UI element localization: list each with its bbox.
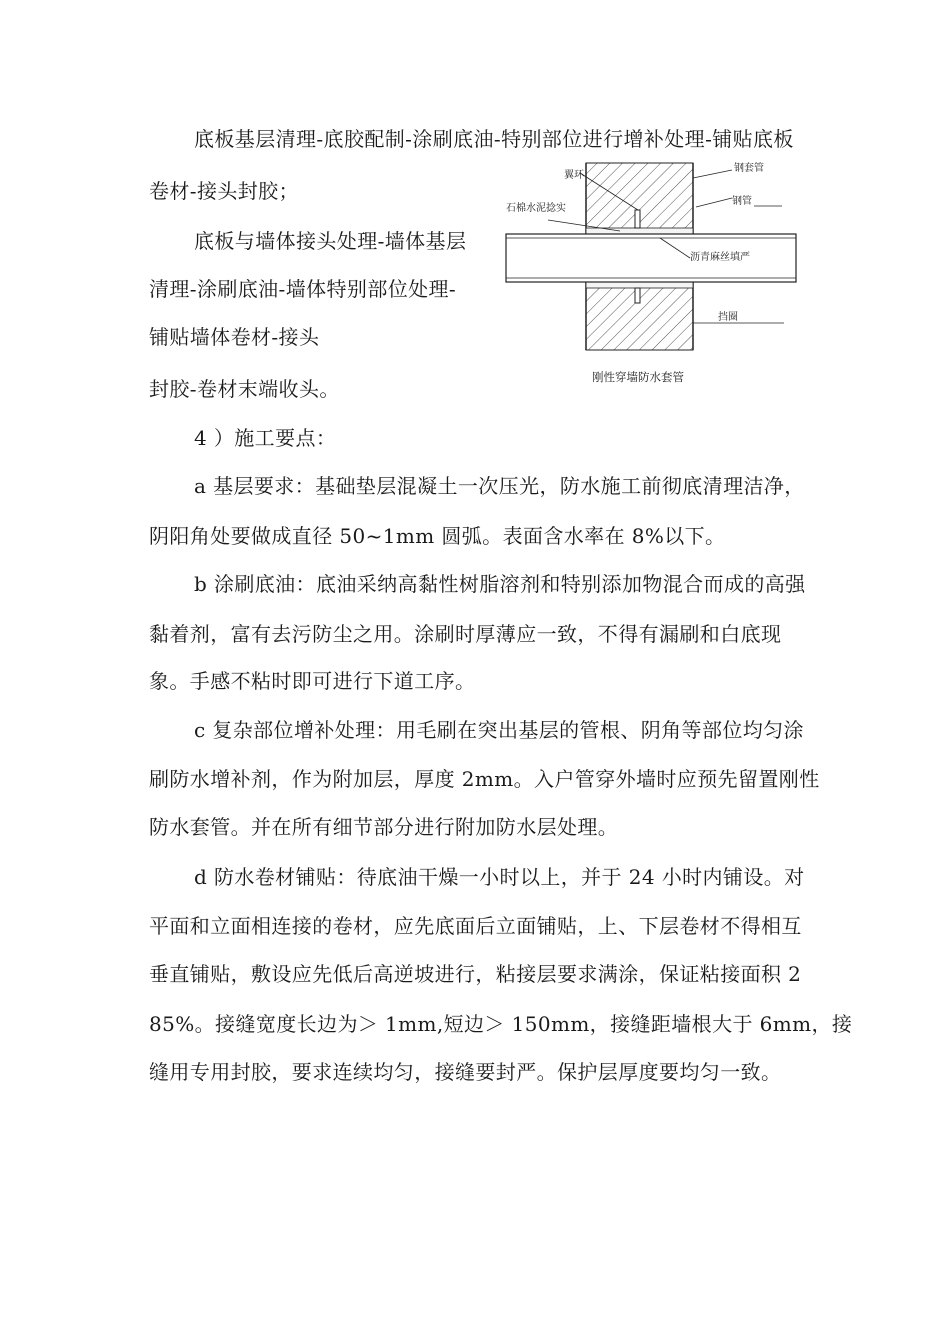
- item-b-line-3: 象。手感不粘时即可进行下道工序。: [149, 669, 476, 693]
- label-steel-sleeve: 钢套管: [734, 163, 764, 174]
- wing-ring-top: [635, 210, 640, 228]
- label-asbestos-cement: 石棉水泥捻实: [506, 203, 566, 214]
- item-a-line-1: a 基层要求：基础垫层混凝土一次压光，防水施工前彻底清理洁净，: [194, 474, 805, 498]
- item-c-line-1: c 复杂部位增补处理：用毛刷在突出基层的管根、阴角等部位均匀涂: [194, 718, 804, 742]
- paragraph-2-line-2: 清理-涂刷底油-墙体特别部位处理-: [149, 277, 457, 301]
- label-asphalt-hemp: 沥青麻丝填严: [690, 252, 750, 263]
- figure-caption: 刚性穿墙防水套管: [592, 370, 684, 384]
- paragraph-2-line-4: 封胶-卷材末端收头。: [149, 377, 340, 401]
- item-b-line-1: b 涂刷底油：底油采纳高黏性树脂溶剂和特别添加物混合而成的高强: [194, 572, 806, 596]
- label-wing-ring: 翼环: [564, 170, 584, 181]
- item-d-line-4: 85%。接缝宽度长边为＞ 1mm,短边＞ 150mm，接缝距墙根大于 6mm，接: [149, 1012, 853, 1036]
- item-d-line-5: 缝用专用封胶，要求连续均匀，接缝要封严。保护层厚度要均匀一致。: [149, 1060, 782, 1084]
- sleeve-diagram-drawing: [500, 158, 800, 398]
- paragraph-1-line-2: 卷材-接头封胶；: [149, 179, 299, 203]
- section-4-heading: 4 ）施工要点：: [194, 426, 337, 450]
- item-d-line-2: 平面和立面相连接的卷材，应先底面后立面铺贴，上、下层卷材不得相互: [149, 914, 802, 938]
- label-steel-pipe: 钢管: [732, 196, 752, 207]
- sleeve-diagram: [500, 158, 800, 398]
- leader-steel-pipe: [696, 198, 732, 207]
- paragraph-2-line-3: 铺贴墙体卷材-接头: [149, 325, 320, 349]
- wing-ring-bottom: [635, 288, 640, 303]
- steel-pipe: [506, 234, 796, 282]
- item-c-line-2: 刷防水增补剂，作为附加层，厚度 2mm。入户管穿外墙时应预先留置刚性: [149, 767, 820, 791]
- paragraph-2-line-1: 底板与墙体接头处理-墙体基层: [194, 229, 467, 253]
- item-a-line-2: 阴阳角处要做成直径 50~1mm 圆弧。表面含水率在 8%以下。: [149, 524, 726, 548]
- item-d-line-1: d 防水卷材铺贴：待底油干燥一小时以上，并于 24 小时内铺设。对: [194, 865, 805, 889]
- leader-steel-sleeve: [693, 170, 732, 178]
- item-b-line-2: 黏着剂，富有去污防尘之用。涂刷时厚薄应一致，不得有漏刷和白底现: [149, 622, 782, 646]
- item-c-line-3: 防水套管。并在所有细节部分进行附加防水层处理。: [149, 815, 619, 839]
- item-d-line-3: 垂直铺贴，敷设应先低后高逆坡进行，粘接层要求满涂，保证粘接面积 2: [149, 962, 802, 986]
- label-retaining-ring: 挡圈: [718, 312, 738, 323]
- paragraph-1-line-1: 底板基层清理-底胶配制-涂刷底油-特别部位进行增补处理-铺贴底板: [194, 127, 794, 151]
